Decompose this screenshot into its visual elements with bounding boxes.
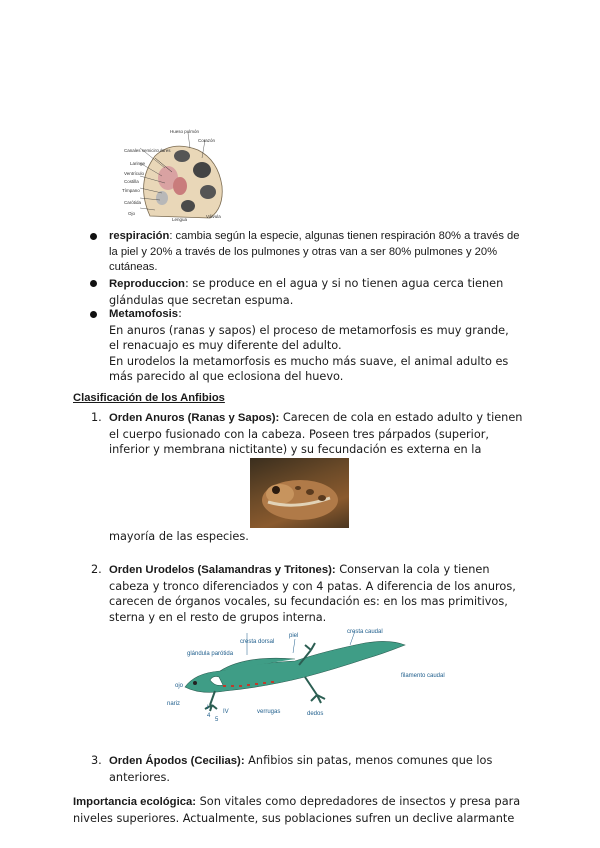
newt-label-12: IV	[223, 709, 229, 715]
order-apodos	[109, 753, 509, 785]
newt-label-7: filamento caudal	[401, 673, 445, 679]
importance-title: Importancia ecológica:	[73, 796, 197, 808]
metamorfosis-anuros: En anuros (ranas y sapos) el proceso de metamorfosis es muy grande, el renacuajo es muy diferente del adulto.	[109, 323, 509, 352]
bullet-text: : cambia según la especie, algunas tienen respiración 80% a través de la piel y 20% a través de los pulmones y otras van a ser 80% pulmones y 20% cutáneas.	[109, 230, 520, 273]
bullet-text: :	[178, 307, 182, 320]
newt-label-11: I	[207, 705, 209, 711]
order-text: Anfibios sin patas, menos comunes que los anteriores.	[109, 754, 493, 784]
frog-label-10: Válvula	[206, 214, 221, 219]
frog-anatomy-diagram	[110, 128, 235, 223]
frog-label-1: Corazón	[198, 138, 216, 143]
order-title: Orden Urodelos (Salamandras y Tritones):	[109, 564, 336, 576]
newt-label-6: verrugas	[257, 709, 281, 715]
frog-photo-svg	[250, 458, 349, 528]
newt-svg	[165, 625, 445, 725]
bullet-term: Reproduccion	[109, 278, 185, 290]
frog-label-3: Laringe	[130, 161, 146, 166]
bullet-term: Metamofosis	[109, 308, 179, 320]
newt-diagram	[165, 625, 445, 725]
order-text: Conservan la cola y tienen cabeza y tronco diferenciados y con 4 patas. A diferencia de los anuros, carecen de órganos vocales, su fecundación es: en los mas primitivos, sterna y en el resto de grupos interna.	[109, 563, 516, 624]
frog-label-8: Ojo	[128, 211, 136, 216]
newt-label-3: glándula parótida	[187, 651, 234, 657]
order-number: 1.	[91, 411, 102, 424]
newt-label-10: 5	[215, 717, 219, 723]
newt-label-9: 4	[207, 713, 211, 719]
newt-label-5: nariz	[167, 701, 181, 707]
importance-paragraph	[73, 794, 528, 826]
order-number: 2.	[91, 563, 102, 576]
order-number: 3.	[91, 754, 102, 767]
order-urodelos	[109, 562, 517, 625]
newt-label-0: cresta dorsal	[240, 639, 275, 645]
frog-photo	[250, 458, 349, 528]
order-title: Orden Ápodos (Cecilias):	[109, 755, 245, 767]
frog-label-0: Hueso pulmón	[170, 129, 200, 134]
frog-label-4: Ventrículo	[124, 171, 145, 176]
bullet-dot	[90, 233, 97, 240]
newt-label-2: cresta caudal	[347, 629, 383, 635]
newt-label-8: dedos	[307, 711, 324, 717]
frog-label-7: Carótida	[124, 200, 142, 205]
bullet-dot	[90, 280, 97, 287]
importance-text: Son vitales como depredadores de insectos y presa para niveles superiores. Actualmente, sus poblaciones sufren un declive alarmante	[73, 795, 521, 825]
section-heading: Clasificación de los Anfibios	[73, 392, 225, 404]
order-anuros	[109, 410, 529, 458]
bullet-text: : se produce en el agua y si no tienen agua cerca tienen glándulas que secretan espuma.	[109, 277, 504, 307]
frog-label-6: Tímpano	[122, 188, 140, 193]
frog-anatomy-svg	[110, 128, 235, 223]
order-anuros-continuation: mayoría de las especies.	[109, 530, 249, 543]
frog-label-5: Costilla	[124, 179, 139, 184]
newt-label-1: piel	[289, 633, 299, 639]
bullet-term: respiración	[109, 230, 170, 242]
bullet-reproduccion	[109, 276, 521, 308]
bullet-metamorfosis	[109, 306, 509, 385]
order-text: Carecen de cola en estado adulto y tienen el cuerpo fusionado con la cabeza. Poseen tres párpados (superior, inferior y membrana nictitante) y su fecundación es externa en la	[109, 411, 523, 456]
frog-label-2: Canales semicirculares	[124, 148, 171, 153]
metamorfosis-urodelos: En urodelos la metamorfosis es mucho más suave, el animal adulto es más parecido al que eclosiona del huevo.	[109, 354, 509, 383]
newt-label-4: ojo	[175, 683, 184, 689]
bullet-dot	[90, 311, 97, 318]
frog-label-9: Lengua	[172, 217, 188, 222]
bullet-respiracion	[109, 229, 521, 276]
order-title: Orden Anuros (Ranas y Sapos):	[109, 412, 280, 424]
